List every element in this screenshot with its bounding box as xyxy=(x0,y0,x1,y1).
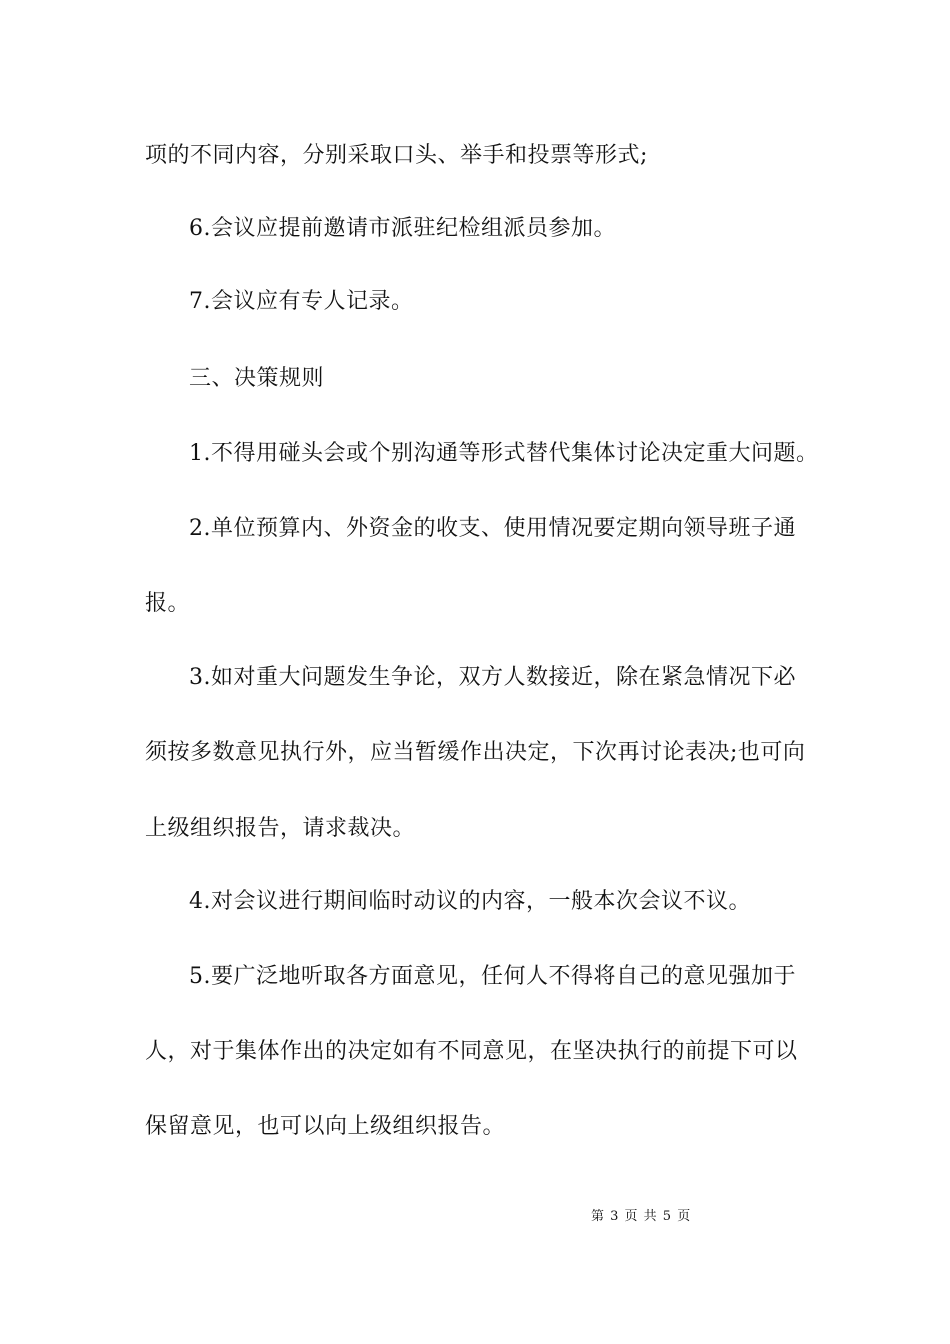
page-number: 第 3 页 共 5 页 xyxy=(591,1209,692,1224)
body-line: 5.要广泛地听取各方面意见，任何人不得将自己的意见强加于 xyxy=(189,964,796,989)
body-line: 2.单位预算内、外资金的收支、使用情况要定期向领导班子通 xyxy=(189,516,796,541)
body-line: 3.如对重大问题发生争论，双方人数接近，除在紧急情况下必 xyxy=(189,665,796,690)
body-line: 6.会议应提前邀请市派驻纪检组派员参加。 xyxy=(189,216,616,241)
body-line: 报。 xyxy=(145,591,191,616)
body-line: 人，对于集体作出的决定如有不同意见，在坚决执行的前提下可以 xyxy=(145,1039,798,1064)
body-line: 项的不同内容，分别采取口头、举手和投票等形式; xyxy=(145,143,648,168)
body-line: 须按多数意见执行外，应当暂缓作出决定，下次再讨论表决;也可向 xyxy=(145,740,806,765)
body-line: 7.会议应有专人记录。 xyxy=(189,289,414,314)
body-line: 4.对会议进行期间临时动议的内容，一般本次会议不议。 xyxy=(189,889,751,914)
section-heading: 三、决策规则 xyxy=(189,366,325,391)
body-line: 保留意见，也可以向上级组织报告。 xyxy=(145,1114,506,1139)
body-line: 1.不得用碰头会或个别沟通等形式替代集体讨论决定重大问题。 xyxy=(189,441,819,466)
body-line: 上级组织报告，请求裁决。 xyxy=(145,816,416,841)
